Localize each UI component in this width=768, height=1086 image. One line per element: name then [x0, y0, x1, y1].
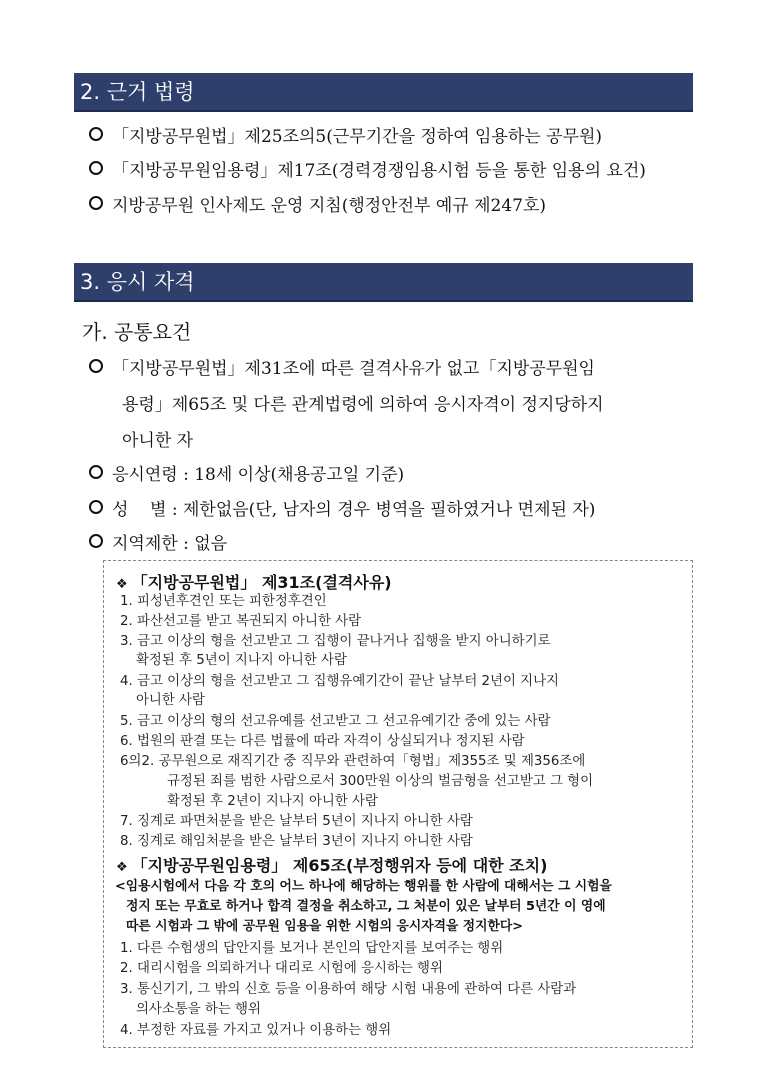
law-item: 1. 다른 수험생의 답안지를 보거나 본인의 답안지를 보여주는 행위	[120, 941, 504, 956]
law-item-continuation: 아니한 사람	[136, 693, 205, 708]
note-text: 따른 시험과 그 밖에 공무원 임용을 위한 시험의 응시자격을 정지한다>	[126, 919, 523, 934]
list-item: 「지방공무원임용령」제17조(경력경쟁임용시험 등을 통한 임용의 요건)	[89, 160, 646, 182]
list-item: 「지방공무원법」제31조에 따른 결격사유가 없고「지방공무원임	[89, 358, 595, 380]
law-item: 3. 금고 이상의 형을 선고받고 그 집행이 끝나거나 집행을 받지 아니하기로	[120, 634, 551, 649]
law-item: 4. 금고 이상의 형을 선고받고 그 집행유예기간이 끝난 날부터 2년이 지나지	[120, 674, 559, 689]
list-item: 성 별 : 제한없음(단, 남자의 경우 병역을 필하였거나 면제된 자)	[89, 499, 595, 521]
law-item: 6. 법원의 판결 또는 다른 법률에 따라 자격이 상실되거나 정지된 사람	[120, 734, 525, 749]
law-item: 2. 파산선고를 받고 복권되지 아니한 사람	[120, 614, 362, 629]
circle-bullet-icon	[89, 500, 103, 514]
list-item: 지역제한 : 없음	[89, 533, 227, 555]
law-item: 4. 부정한 자료를 가지고 있거나 이용하는 행위	[120, 1023, 392, 1038]
law-item: 1. 피성년후견인 또는 피한정후견인	[120, 594, 327, 609]
list-item: 지방공무원 인사제도 운영 지침(행정안전부 예규 제247호)	[89, 195, 546, 217]
law-item-continuation: 규정된 죄를 범한 사람으로서 300만원 이상의 벌금형을 선고받고 그 형이	[167, 774, 594, 789]
circle-bullet-icon	[89, 161, 103, 175]
list-item-continuation: 아니한 자	[122, 431, 194, 451]
law-item-continuation: 의사소통을 하는 행위	[136, 1002, 261, 1017]
note-text: 정지 또는 무효로 하거나 합격 결정을 취소하고, 그 처분이 있은 날부터 5년간 이 영에	[126, 899, 606, 914]
box-heading: ❖ 「지방공무원임용령」 제65조(부정행위자 등에 대한 조치)	[116, 856, 548, 875]
law-item: 8. 징계로 해임처분을 받은 날부터 3년이 지나지 아니한 사람	[120, 834, 473, 849]
section-3-header: 3. 응시 자격	[74, 263, 693, 302]
circle-bullet-icon	[89, 196, 103, 210]
section-2-header: 2. 근거 법령	[74, 73, 693, 112]
law-item-continuation: 확정된 후 5년이 지나지 아니한 사람	[136, 653, 347, 668]
law-item: 6의2. 공무원으로 재직기간 중 직무와 관련하여「형법」제355조 및 제356조에	[120, 754, 586, 769]
law-item-continuation: 확정된 후 2년이 지나지 아니한 사람	[167, 794, 378, 809]
law-item: 5. 금고 이상의 형의 선고유예를 선고받고 그 선고유예기간 중에 있는 사람	[120, 714, 551, 729]
diamond-bullet-icon: ❖	[116, 860, 128, 875]
note-text: <임용시험에서 다음 각 호의 어느 하나에 해당하는 행위를 한 사람에 대해서는 그 시험을	[115, 879, 612, 894]
circle-bullet-icon	[89, 359, 103, 373]
subsection-title: 가. 공통요건	[82, 320, 192, 344]
list-item-continuation: 용령」제65조 및 다른 관계법령에 의하여 응시자격이 정지당하지	[122, 395, 604, 415]
law-item: 2. 대리시험을 의뢰하거나 대리로 시험에 응시하는 행위	[120, 961, 443, 976]
law-item: 3. 통신기기, 그 밖의 신호 등을 이용하여 해당 시험 내용에 관하여 다른 사람과	[120, 982, 577, 997]
diamond-bullet-icon: ❖	[116, 577, 128, 592]
circle-bullet-icon	[89, 534, 103, 548]
list-item: 응시연령 : 18세 이상(채용공고일 기준)	[89, 464, 404, 486]
box-heading: ❖ 「지방공무원법」 제31조(결격사유)	[116, 573, 392, 592]
circle-bullet-icon	[89, 127, 103, 141]
list-item: 「지방공무원법」제25조의5(근무기간을 정하여 임용하는 공무원)	[89, 126, 602, 148]
law-item: 7. 징계로 파면처분을 받은 날부터 5년이 지나지 아니한 사람	[120, 814, 473, 829]
circle-bullet-icon	[89, 465, 103, 479]
